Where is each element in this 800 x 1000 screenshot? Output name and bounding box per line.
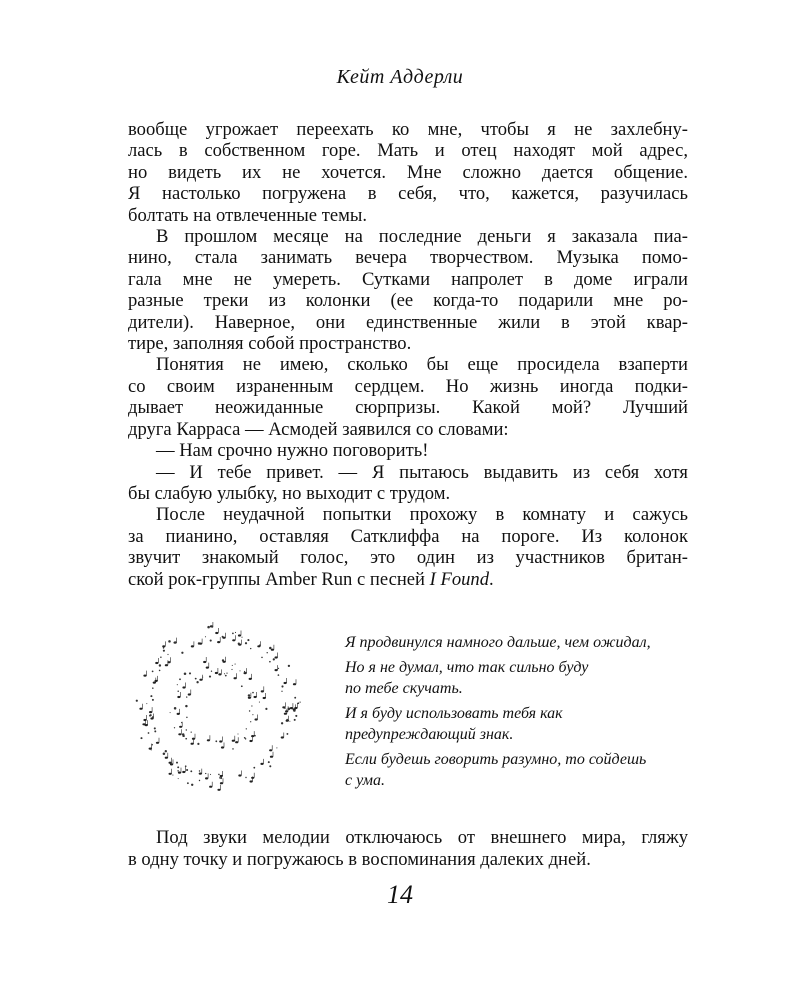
music-note-icon	[222, 633, 225, 639]
ornament-dot	[186, 696, 187, 697]
music-note-icon	[284, 678, 287, 684]
music-note-icon	[199, 675, 202, 681]
ornament-dot	[226, 672, 227, 673]
lyrics-stanza	[345, 632, 705, 653]
ornament-dot	[140, 737, 142, 739]
ornament-dot	[276, 747, 277, 748]
music-note-icon	[238, 631, 241, 637]
music-note-icon	[290, 703, 293, 709]
ornament-dot	[278, 668, 279, 669]
music-note-icon	[275, 653, 278, 659]
music-note-icon	[215, 628, 218, 634]
ornament-dot	[146, 703, 147, 704]
text-line: болтать на отвлеченные темы.	[128, 204, 367, 226]
ornament-dot	[177, 770, 178, 771]
ornament-dot	[252, 692, 254, 694]
ornament-dot	[281, 722, 283, 724]
music-note-icon	[207, 735, 210, 741]
ornament-dot	[185, 765, 187, 767]
music-note-icon	[251, 731, 254, 737]
ornament-dot	[269, 661, 271, 663]
ornament-dot	[265, 708, 267, 710]
ornament-dot	[225, 675, 227, 677]
text-line: друга Карраса — Асмодей заявился со словами:	[128, 418, 509, 440]
ornament-dot	[177, 766, 179, 768]
ornament-dot	[248, 694, 251, 697]
music-note-icon	[188, 690, 191, 696]
ornament-dot	[286, 719, 288, 721]
music-note-icon	[234, 673, 237, 679]
music-note-icon	[206, 663, 209, 669]
text-line: Понятия не имею, сколько бы еще просидела взаперти	[156, 354, 688, 376]
text-line: разные треки из колонки (ее когда-то подарили мне ро-	[128, 290, 688, 312]
ornament-dot	[245, 642, 247, 644]
ornament-dot	[252, 714, 253, 715]
music-note-icon	[254, 692, 257, 698]
ornament-dot	[210, 640, 212, 642]
ornament-dot	[174, 707, 177, 710]
ornament-dot	[295, 715, 297, 717]
page-number: 14	[387, 880, 413, 909]
ornament-dot	[232, 633, 234, 635]
running-header-author: Кейт Аддерли	[336, 66, 464, 88]
text-line: — И тебе привет. — Я пытаюсь выдавить из себя хотя	[156, 461, 688, 483]
ornament-dot	[163, 647, 164, 648]
ornament-dot	[189, 672, 191, 674]
music-note-icon	[255, 715, 258, 721]
music-note-icon	[235, 737, 238, 743]
ornament-dot	[253, 767, 255, 769]
music-note-icon	[169, 769, 172, 775]
text-line: но видеть их не хочется. Мне сложно дается общение.	[128, 161, 688, 183]
ornament-dot	[281, 691, 282, 692]
ornament-dot	[215, 740, 217, 742]
ornament-dot	[241, 637, 242, 638]
music-note-icon	[221, 743, 224, 749]
ornament-dot	[191, 784, 193, 786]
ornament-dot	[220, 777, 222, 779]
text-line: бы слабую улыбку, но выходит с трудом.	[128, 482, 451, 504]
ornament-dot	[235, 664, 236, 665]
text-line: После неудачной попытки прохожу в комнату и сажусь	[156, 504, 688, 526]
ornament-dot	[191, 731, 192, 732]
ornament-dot	[190, 770, 192, 772]
text-line: звучит знакомый голос, это один из участников британ-	[128, 547, 688, 569]
text-line: дители). Наверное, они единственные жили в этой квар-	[128, 311, 688, 333]
ornament-dot	[186, 717, 187, 718]
music-note-icon	[218, 669, 221, 675]
music-note-icon	[217, 637, 220, 643]
text-line: в одну точку и погружаюсь в воспоминания далеких дней.	[128, 849, 591, 870]
ornament-dot	[224, 673, 225, 674]
ornament-dot	[247, 639, 249, 641]
ornament-dot	[246, 728, 247, 729]
text-line: за пианино, оставляя Сатклиффа на пороге. Из колонок	[128, 525, 688, 547]
ornament-dot	[196, 681, 198, 683]
music-note-icon	[156, 738, 159, 744]
ornament-dot	[174, 641, 176, 643]
music-note-icon	[199, 769, 202, 775]
lyrics-line: Но я не думал, что так сильно буду	[345, 659, 589, 676]
ornament-dot	[150, 695, 152, 697]
ornament-dot	[165, 750, 167, 752]
ornament-dot	[199, 770, 200, 771]
ornament-dot	[211, 626, 213, 628]
ornament-dot	[178, 778, 179, 779]
ornament-dot	[152, 699, 154, 701]
music-note-icon	[155, 676, 158, 682]
music-note-icon	[139, 704, 142, 710]
ornament-dot	[172, 775, 173, 776]
music-note-icon	[260, 759, 263, 765]
ornament-dot	[159, 664, 161, 666]
ornament-dot	[195, 678, 197, 680]
lyrics-stanza	[345, 703, 705, 745]
ornament-dot	[218, 774, 220, 776]
text-line: В прошлом месяце на последние деньги я заказала пиа-	[156, 226, 688, 248]
music-note-icon	[249, 674, 252, 680]
ornament-dot	[249, 710, 250, 711]
ornament-dot	[176, 762, 178, 764]
ornament-dot	[232, 665, 233, 666]
music-note-icon	[162, 641, 165, 647]
ornament-dot	[289, 721, 290, 722]
ornament-dot	[244, 737, 246, 739]
ornament-dot	[211, 671, 212, 672]
ornament-dot	[167, 654, 168, 655]
music-note-icon	[165, 753, 168, 759]
music-note-icon	[182, 683, 185, 689]
ornament-dot	[281, 685, 283, 687]
ornament-dot	[185, 738, 187, 740]
music-note-icon	[282, 702, 285, 708]
text-line: со своим израненным сердцем. Но жизнь иногда подки-	[128, 375, 688, 397]
ornament-dot	[251, 705, 252, 706]
music-note-icon	[270, 752, 273, 758]
lyrics-line: предупреждающий знак.	[345, 726, 514, 743]
ornament-dot	[149, 715, 151, 717]
lyrics-line: И я буду использовать тебя как	[345, 705, 563, 722]
ornament-dot	[237, 733, 238, 734]
ornament-dot	[250, 648, 251, 649]
ornament-dot	[168, 640, 171, 643]
ornament-dot	[170, 712, 171, 713]
text-line: вообще угрожает переехать ко мне, чтобы я не захлебну-	[128, 119, 688, 140]
ornament-dot	[288, 665, 290, 667]
ornament-dot	[286, 733, 288, 735]
ornament-dot	[182, 733, 185, 736]
music-note-icon	[215, 668, 218, 674]
ornament-dot	[181, 652, 183, 654]
closing-paragraph	[128, 827, 688, 871]
text-span: ской рок-группы Amber Run с песней	[128, 568, 430, 590]
ornament-dot	[238, 643, 240, 645]
ornament-dot	[174, 727, 175, 728]
ornament-dot	[136, 700, 138, 702]
ornament-dot	[186, 769, 188, 771]
ornament-dot	[185, 705, 187, 707]
music-note-icon	[177, 709, 180, 715]
ornament-dot	[278, 674, 280, 676]
music-note-icon	[203, 657, 206, 663]
ornament-dot	[245, 777, 246, 778]
ornament-dot	[154, 727, 156, 729]
ornament-dot	[267, 652, 268, 653]
text-line: Под звуки мелодии отключаюсь от внешнего мира, гляжу	[156, 827, 688, 848]
ornament-dot	[294, 719, 296, 721]
lyrics-line: по тебе скучать.	[345, 680, 463, 697]
text-line: Я настолько погружена в себя, что, кажется, разучилась	[128, 183, 688, 205]
ornament-dot	[152, 671, 154, 673]
ornament-dot	[163, 753, 166, 756]
text-span: .	[489, 568, 494, 590]
ornament-dot	[210, 774, 211, 775]
ornament-dot	[205, 773, 206, 774]
ornament-dot	[199, 780, 200, 781]
music-note-icon	[293, 679, 296, 685]
ornament-dot	[151, 744, 153, 746]
music-notes-swirl-ornament	[118, 622, 318, 797]
lyrics-stanza	[345, 657, 705, 699]
ornament-dot	[205, 636, 206, 637]
lyrics-stanza	[345, 749, 705, 791]
ornament-dot	[235, 632, 236, 633]
music-note-icon	[155, 658, 158, 664]
ornament-dot	[202, 677, 203, 678]
ornament-dot	[177, 690, 178, 691]
ornament-dot	[160, 657, 161, 658]
ornament-dot	[207, 626, 210, 629]
music-note-icon	[143, 715, 146, 721]
lyrics-line: с ума.	[345, 772, 386, 789]
ornament-dot	[159, 670, 161, 672]
music-note-icon	[165, 660, 168, 666]
ornament-dot	[154, 730, 156, 732]
music-note-icon	[149, 707, 152, 713]
music-note-icon	[205, 773, 208, 779]
music-note-icon	[182, 767, 185, 773]
song-lyrics	[345, 632, 705, 795]
ornament-dot	[219, 777, 220, 778]
ornament-dot	[269, 765, 271, 767]
music-note-icon	[143, 671, 146, 677]
ornament-dot	[294, 697, 296, 699]
music-note-icon	[261, 686, 264, 692]
music-note-icon	[232, 635, 235, 641]
ornament-dot	[163, 650, 165, 652]
music-note-icon	[219, 737, 222, 743]
ornament-dot	[269, 647, 272, 650]
ornament-dot	[231, 669, 232, 670]
ornament-dot	[186, 729, 187, 730]
music-note-icon	[263, 693, 266, 699]
ornament-dot	[259, 702, 260, 703]
music-note-icon	[269, 745, 272, 751]
text-line: гала мне не умереть. Сутками напролет в доме играли	[128, 268, 688, 290]
music-note-icon	[191, 641, 194, 647]
text-line: тире, заполняя собой пространство.	[128, 333, 412, 355]
lyrics-line: Я продвинулся намного дальше, чем ожидал,	[345, 634, 651, 651]
ornament-dot	[197, 743, 199, 745]
music-note-icon	[209, 782, 212, 788]
ornament-dot	[259, 644, 261, 646]
text-line: нино, стала занимать вечера творчеством. Музыка помо-	[128, 247, 688, 269]
ornament-dot	[184, 672, 187, 675]
music-note-icon	[232, 736, 235, 742]
music-note-icon	[275, 665, 278, 671]
ornament-dot	[288, 708, 291, 711]
ornament-dot	[268, 761, 270, 763]
music-note-icon	[199, 639, 202, 645]
ornament-dot	[241, 685, 243, 687]
ornament-dot	[187, 782, 189, 784]
music-note-icon	[169, 758, 172, 764]
lyrics-line: Если будешь говорить разумно, то сойдешь	[345, 751, 647, 768]
ornament-dot	[152, 687, 154, 689]
ornament-dot	[250, 721, 251, 722]
music-note-icon	[238, 771, 241, 777]
text-line	[128, 569, 688, 590]
music-note-icon	[281, 733, 284, 739]
text-line: — Нам срочно нужно поговорить!	[156, 440, 429, 462]
ornament-dot	[300, 702, 301, 703]
music-note-icon	[178, 729, 181, 735]
ornament-dot	[261, 657, 263, 659]
ornament-dot	[209, 676, 211, 678]
music-note-icon	[217, 785, 220, 791]
text-line: дывает неожиданные сюрпризы. Какой мой? Лучший	[128, 397, 688, 419]
music-note-icon	[220, 771, 223, 777]
song-title: I Found	[429, 568, 490, 590]
ornament-dot	[177, 684, 178, 685]
ornament-dot	[232, 748, 234, 750]
ornament-dot	[244, 671, 245, 672]
ornament-dot	[239, 670, 240, 671]
ornament-dot	[148, 732, 150, 734]
music-note-icon	[177, 692, 180, 698]
text-line: лась в собственном горе. Мать и отец находят мой адрес,	[128, 140, 688, 162]
body-text	[128, 119, 688, 590]
ornament-dot	[273, 658, 275, 660]
ornament-dot	[179, 678, 181, 680]
music-note-icon	[220, 778, 223, 784]
